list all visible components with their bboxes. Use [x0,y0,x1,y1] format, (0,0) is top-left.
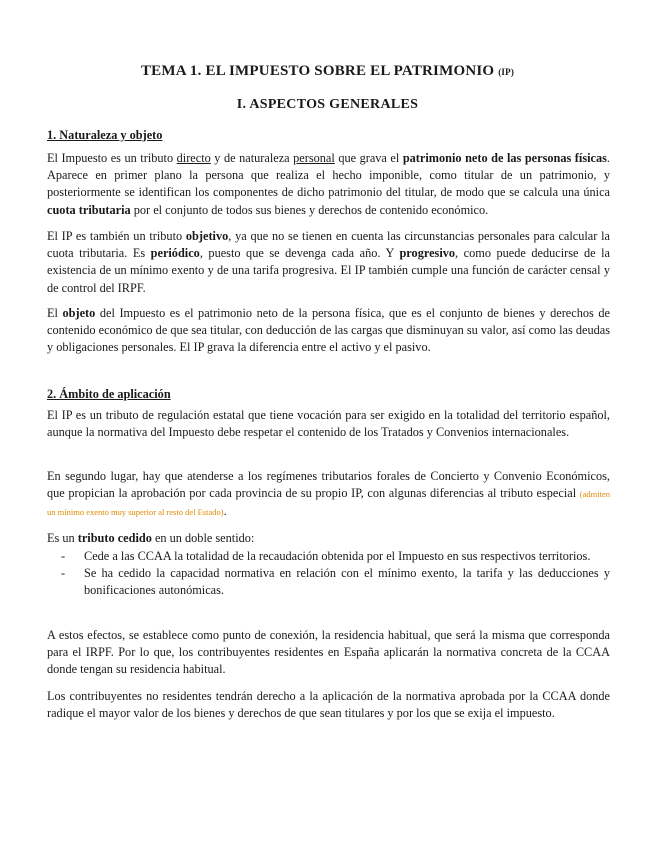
section-1-title: 1. Naturaleza y objeto [47,128,163,142]
section-1-paragraph-2: El IP es también un tributo objetivo, ya que no se tienen en cuenta las circunstancias personales para calcular la cuota tributaria. Es periódico, puesto que se devenga cada año. Y progresivo, como puede deducirse de la existencia de un mínimo exento y de una tarifa progresiva. El IP también cumple una función de carácter censal y de control del IRPF. [47,229,611,295]
document-title [0,63,655,80]
cession-list [47,548,610,600]
section-2-paragraph-2: En segundo lugar, hay que atenderse a los regímenes tributarios forales de Concierto y Convenio Económicos, que propician la aprobación por cada provincia de su propio IP, con algunas diferencias al tributo especial (admiten un mínimo exento muy superior al resto del Estado). [47,469,610,519]
section-1-paragraph-1: El Impuesto es un tributo directo y de naturaleza personal que grava el patrimonio neto de las personas físicas. Aparece en primer plano la persona que realiza el hecho imponible, como titular de un patrimonio, y posteriormente se identifican los componentes de dicho patrimonio del titular, de modo que se calcula una única cuota tributaria por el conjunto de todos sus bienes y derechos de contenido económico. [47,151,610,217]
title-abbreviation: (IP) [498,67,515,77]
section-2-paragraph-5: Los contribuyentes no residentes tendrán derecho a la aplicación de la normativa aprobada por la CCAA donde radique el mayor valor de los bienes y derechos de que sean titulares y por los que se exija el impuesto. [47,689,610,721]
bullet-mark: - [61,549,66,563]
section-2-paragraph-4: A estos efectos, se establece como punto de conexión, la residencia habitual, que será la misma que corresponda para el IRPF. Por lo que, los contribuyentes residentes en España aplicarán la normativa concreta de la CCAA donde tengan su residencia habitual. [47,628,610,677]
list-item: - Cede a las CCAA la totalidad de la recaudación obtenida por el Impuesto en sus respectivos territorios. [47,548,610,565]
bullet-mark: - [61,566,66,581]
highlighted-note: (admiten un mínimo exento muy superior al resto del Estado) [47,489,610,518]
title-text: TEMA 1. EL IMPUESTO SOBRE EL PATRIMONIO [140,63,495,79]
section-2-paragraph-3: Es un tributo cedido en un doble sentido: [47,531,255,545]
chapter-heading: I. ASPECTOS GENERALES [236,97,419,112]
section-2-paragraph-1: El IP es un tributo de regulación estatal que tiene vocación para ser exigido en la totalidad del territorio español, aunque la normativa del Impuesto debe respetar el contenido de los Tratados y Convenios internacionales. [47,408,610,440]
list-item: - Se ha cedido la capacidad normativa en relación con el mínimo exento, la tarifa y las deducciones y bonificaciones autonómicas. [61,566,610,598]
section-1-paragraph-3: El objeto del Impuesto es el patrimonio neto de la persona física, que es el conjunto de bienes y derechos de contenido económico de que sea titular, con deducción de las cargas que disminuyan su valor, así como las deudas y obligaciones personales. El IP grava la diferencia entre el activo y el pasivo. [47,306,610,355]
section-2-title: 2. Ámbito de aplicación [47,387,171,401]
